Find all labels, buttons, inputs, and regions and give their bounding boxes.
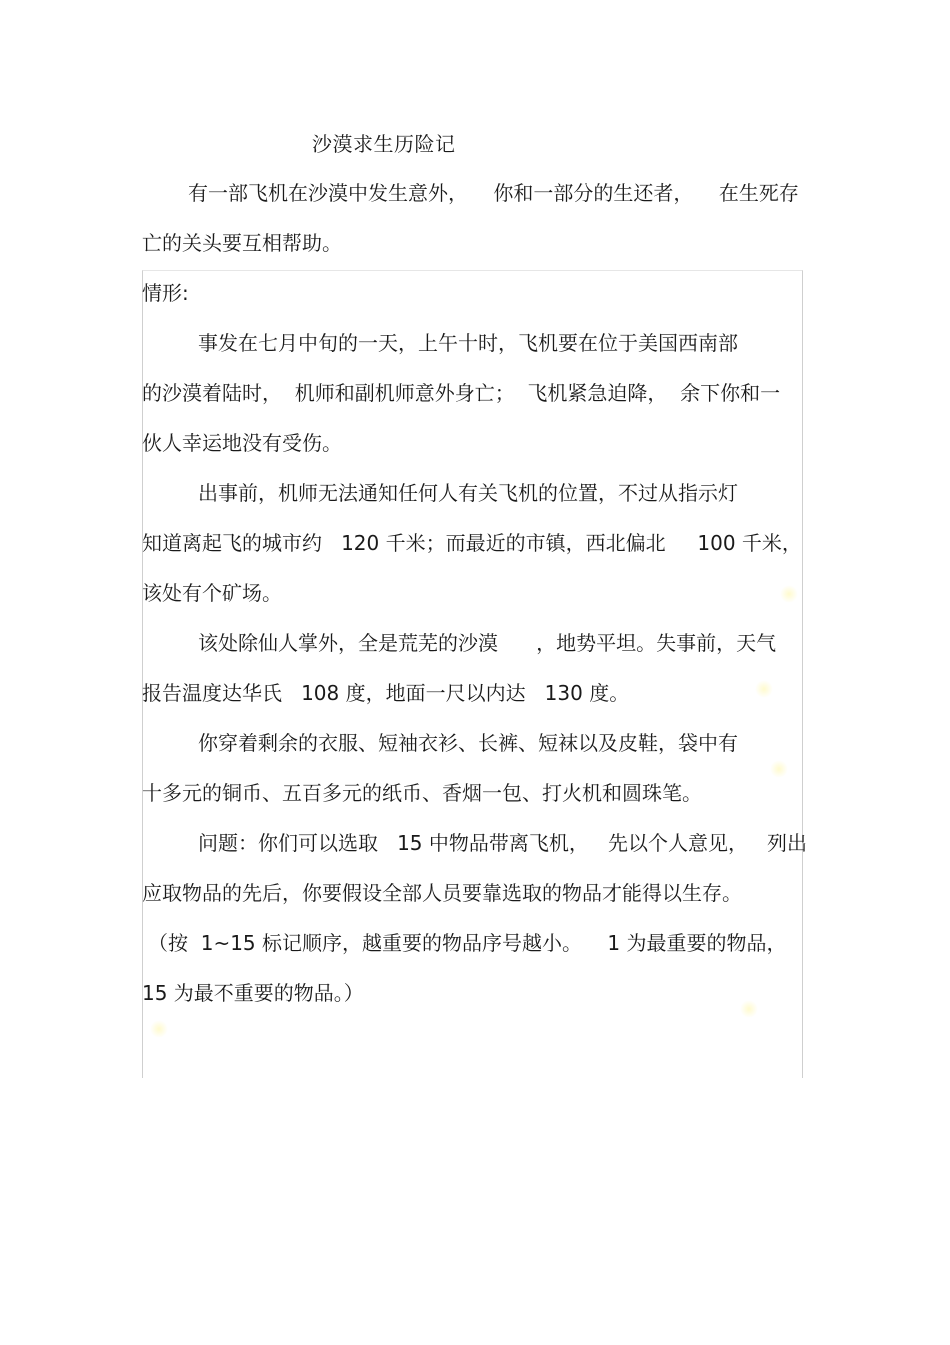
faint-background-spot	[770, 760, 788, 778]
paragraph-line: 该处除仙人掌外，全是荒芜的沙漠 ，地势平坦。失事前，天气	[198, 631, 777, 655]
paragraph-line: 伙人幸运地没有受伤。	[142, 431, 342, 455]
document-title: 沙漠求生历险记	[312, 132, 456, 156]
paragraph-line: 知道离起飞的城市约 120 千米；而最近的市镇，西北偏北 100 千米，	[142, 531, 802, 555]
paragraph-line: （按 1~15 标记顺序，越重要的物品序号越小。 1 为最重要的物品，	[148, 931, 787, 955]
faint-background-spot	[780, 585, 798, 603]
paragraph-line: 应取物品的先后，你要假设全部人员要靠选取的物品才能得以生存。	[142, 881, 742, 905]
paragraph-line: 事发在七月中旬的一天，上午十时，飞机要在位于美国西南部	[198, 331, 738, 355]
paragraph-line: 该处有个矿场。	[142, 581, 282, 605]
intro-line-1: 有一部飞机在沙漠中发生意外， 你和一部分的生还者， 在生死存	[188, 181, 799, 205]
paragraph-line: 十多元的铜币、五百多元的纸币、香烟一包、打火机和圆珠笔。	[142, 781, 702, 805]
paragraph-line: 报告温度达华氏 108 度，地面一尺以内达 130 度。	[142, 681, 630, 705]
paragraph-line: 的沙漠着陆时， 机师和副机师意外身亡； 飞机紧急迫降， 余下你和一	[142, 381, 781, 405]
faint-background-spot	[755, 680, 773, 698]
faint-background-spot	[740, 1000, 758, 1018]
intro-line-2: 亡的关头要互相帮助。	[142, 231, 342, 255]
paragraph-line: 15 为最不重要的物品。）	[142, 981, 364, 1005]
faint-background-spot	[150, 1020, 168, 1038]
paragraph-line: 你穿着剩余的衣服、短袖衣衫、长裤、短袜以及皮鞋，袋中有	[198, 731, 738, 755]
paragraph-line: 出事前，机师无法通知任何人有关飞机的位置，不过从指示灯	[198, 481, 738, 505]
paragraph-line: 问题：你们可以选取 15 中物品带离飞机， 先以个人意见， 列出	[198, 831, 808, 855]
situation-label: 情形:	[142, 281, 189, 305]
